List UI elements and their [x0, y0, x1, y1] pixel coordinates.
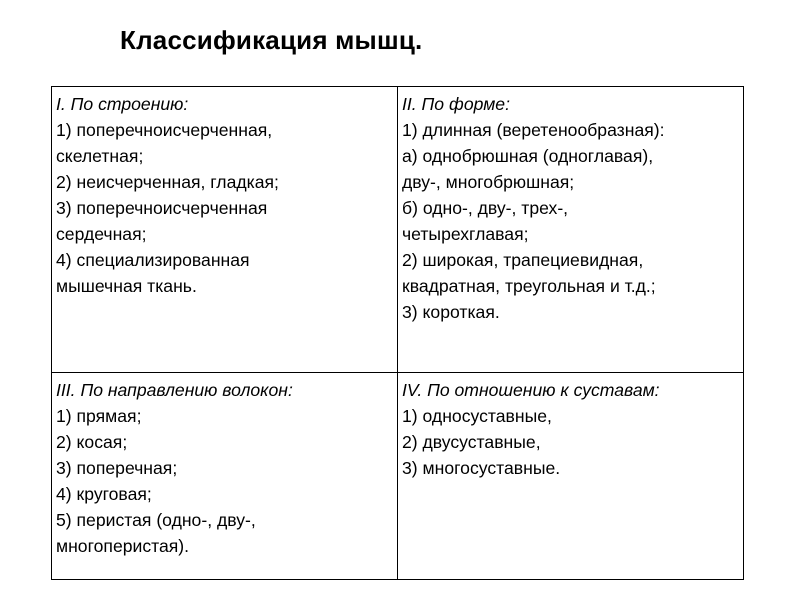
- cell-line: дву-, многобрюшная;: [402, 172, 575, 192]
- cell-line: многоперистая).: [56, 536, 190, 556]
- cell-line: сердечная;: [56, 224, 147, 244]
- cell-line: мышечная ткань.: [56, 276, 197, 296]
- cell-line: 2) косая;: [56, 432, 128, 452]
- classification-table: [51, 86, 744, 580]
- cell-heading: III. По направлению волокон:: [56, 380, 293, 400]
- cell-line: 1) прямая;: [56, 406, 142, 426]
- cell-line: 4) круговая;: [56, 484, 152, 504]
- cell-line: квадратная, треугольная и т.д.;: [402, 276, 656, 296]
- cell-heading: I. По строению:: [56, 94, 189, 114]
- cell-line: 2) широкая, трапециевидная,: [402, 250, 644, 270]
- cell-by-shape: [398, 87, 744, 373]
- page-title: Классификация мышц.: [120, 25, 423, 55]
- cell-heading: II. По форме:: [402, 94, 510, 114]
- cell-by-structure: [52, 87, 398, 373]
- cell-line: 5) перистая (одно-, дву-,: [56, 510, 256, 530]
- cell-line: 2) неисчерченная, гладкая;: [56, 172, 279, 192]
- cell-line: 3) поперечноисчерченная: [56, 198, 268, 218]
- cell-line: 1) поперечноисчерченная,: [56, 120, 273, 140]
- cell-line: 3) поперечная;: [56, 458, 178, 478]
- cell-line: 2) двусуставные,: [402, 432, 541, 452]
- cell-line: четырехглавая;: [402, 224, 529, 244]
- cell-by-joints: [398, 373, 744, 580]
- cell-line: 4) специализированная: [56, 250, 250, 270]
- cell-line: а) однобрюшная (одноглавая),: [402, 146, 654, 166]
- cell-heading: IV. По отношению к суставам:: [402, 380, 660, 400]
- cell-line: скелетная;: [56, 146, 144, 166]
- cell-line: 3) короткая.: [402, 302, 500, 322]
- cell-line: б) одно-, дву-, трех-,: [402, 198, 569, 218]
- cell-line: 1) односуставные,: [402, 406, 552, 426]
- cell-by-fiber-direction: [52, 373, 398, 580]
- table-row: [52, 373, 744, 580]
- table-row: [52, 87, 744, 373]
- cell-line: 3) многосуставные.: [402, 458, 561, 478]
- cell-line: 1) длинная (веретенообразная):: [402, 120, 665, 140]
